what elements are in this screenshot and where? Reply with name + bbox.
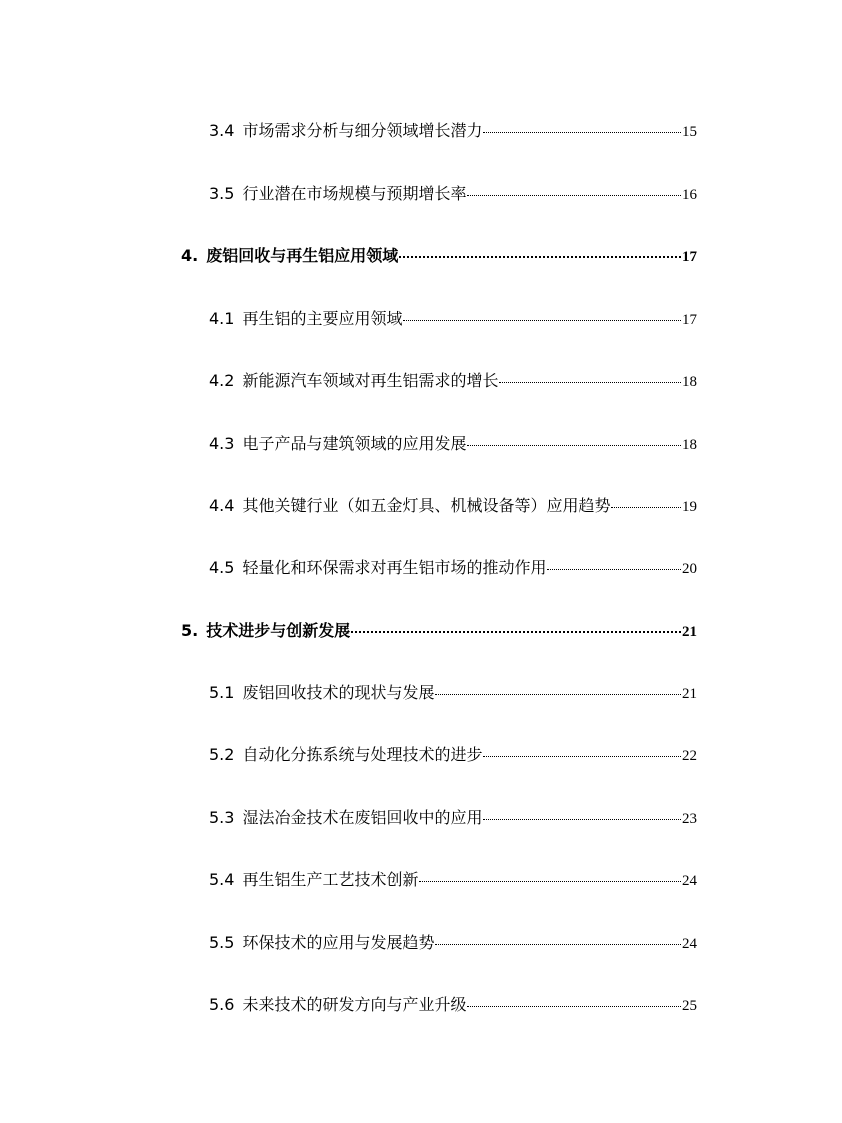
entry-number: 5.6 [209, 995, 235, 1014]
toc-entry-4-5[interactable] [209, 555, 697, 578]
toc-entry-5[interactable] [181, 618, 697, 641]
page-number: 17 [682, 312, 697, 328]
entry-title: 其他关键行业（如五金灯具、机械设备等）应用趋势 [242, 496, 611, 515]
page-number: 18 [682, 374, 697, 390]
toc-entry-5-2[interactable] [209, 742, 697, 765]
toc-entry-3-5[interactable] [209, 181, 697, 204]
dot-leader [467, 195, 681, 196]
entry-title: 电子产品与建筑领域的应用发展 [242, 434, 467, 453]
entry-number: 3.4 [209, 121, 235, 140]
dot-leader [435, 944, 681, 945]
entry-title: 行业潜在市场规模与预期增长率 [242, 184, 467, 203]
toc-entry-5-3[interactable] [209, 805, 697, 828]
entry-number: 5.2 [209, 745, 235, 764]
page-number: 17 [682, 249, 697, 265]
toc-entry-5-4[interactable] [209, 867, 697, 890]
entry-number: 4.1 [209, 309, 235, 328]
entry-number: 5. [181, 621, 199, 640]
page-number: 25 [682, 998, 697, 1014]
page-number: 18 [682, 437, 697, 453]
dot-leader [351, 631, 681, 633]
entry-number: 4.4 [209, 496, 235, 515]
page-number: 19 [682, 499, 697, 515]
page-number: 15 [682, 124, 697, 140]
entry-number: 5.4 [209, 870, 235, 889]
toc-entry-4[interactable] [181, 243, 697, 266]
entry-title: 湿法冶金技术在废铝回收中的应用 [242, 808, 483, 827]
entry-title: 环保技术的应用与发展趋势 [242, 933, 435, 952]
entry-title: 新能源汽车领域对再生铝需求的增长 [242, 371, 499, 390]
dot-leader [499, 382, 681, 383]
dot-leader [419, 881, 681, 882]
toc-entry-3-4[interactable] [209, 118, 697, 141]
dot-leader [403, 320, 681, 321]
entry-number: 4.5 [209, 558, 235, 577]
toc-entry-5-1[interactable] [209, 680, 697, 703]
dot-leader [399, 256, 681, 258]
entry-title: 再生铝的主要应用领域 [242, 309, 403, 328]
entry-number: 4.3 [209, 434, 235, 453]
page-number: 20 [682, 561, 697, 577]
entry-title: 废铝回收与再生铝应用领域 [206, 246, 399, 265]
entry-title: 未来技术的研发方向与产业升级 [242, 995, 467, 1014]
toc-entry-5-5[interactable] [209, 930, 697, 953]
dot-leader [435, 694, 681, 695]
entry-title: 市场需求分析与细分领域增长潜力 [242, 121, 483, 140]
entry-title: 轻量化和环保需求对再生铝市场的推动作用 [242, 558, 547, 577]
entry-number: 4.2 [209, 371, 235, 390]
toc-entry-4-4[interactable] [209, 493, 697, 516]
toc-entry-4-3[interactable] [209, 431, 697, 454]
page-number: 16 [682, 187, 697, 203]
page-number: 23 [682, 811, 697, 827]
dot-leader [483, 819, 681, 820]
entry-number: 5.1 [209, 683, 235, 702]
dot-leader [483, 756, 681, 757]
page-number: 21 [682, 624, 697, 640]
entry-number: 5.3 [209, 808, 235, 827]
dot-leader [547, 569, 681, 570]
dot-leader [611, 507, 681, 508]
dot-leader [467, 1006, 681, 1007]
page-number: 24 [682, 936, 697, 952]
dot-leader [467, 445, 681, 446]
entry-number: 5.5 [209, 933, 235, 952]
toc-entry-5-6[interactable] [209, 992, 697, 1015]
dot-leader [483, 132, 681, 133]
page-number: 22 [682, 748, 697, 764]
entry-number: 4. [181, 246, 199, 265]
toc-entry-4-2[interactable] [209, 368, 697, 391]
entry-title: 废铝回收技术的现状与发展 [242, 683, 435, 702]
page-number: 24 [682, 873, 697, 889]
entry-title: 技术进步与创新发展 [206, 621, 351, 640]
entry-number: 3.5 [209, 184, 235, 203]
toc-entry-4-1[interactable] [209, 306, 697, 329]
entry-title: 再生铝生产工艺技术创新 [242, 870, 419, 889]
page-number: 21 [682, 686, 697, 702]
entry-title: 自动化分拣系统与处理技术的进步 [242, 745, 483, 764]
